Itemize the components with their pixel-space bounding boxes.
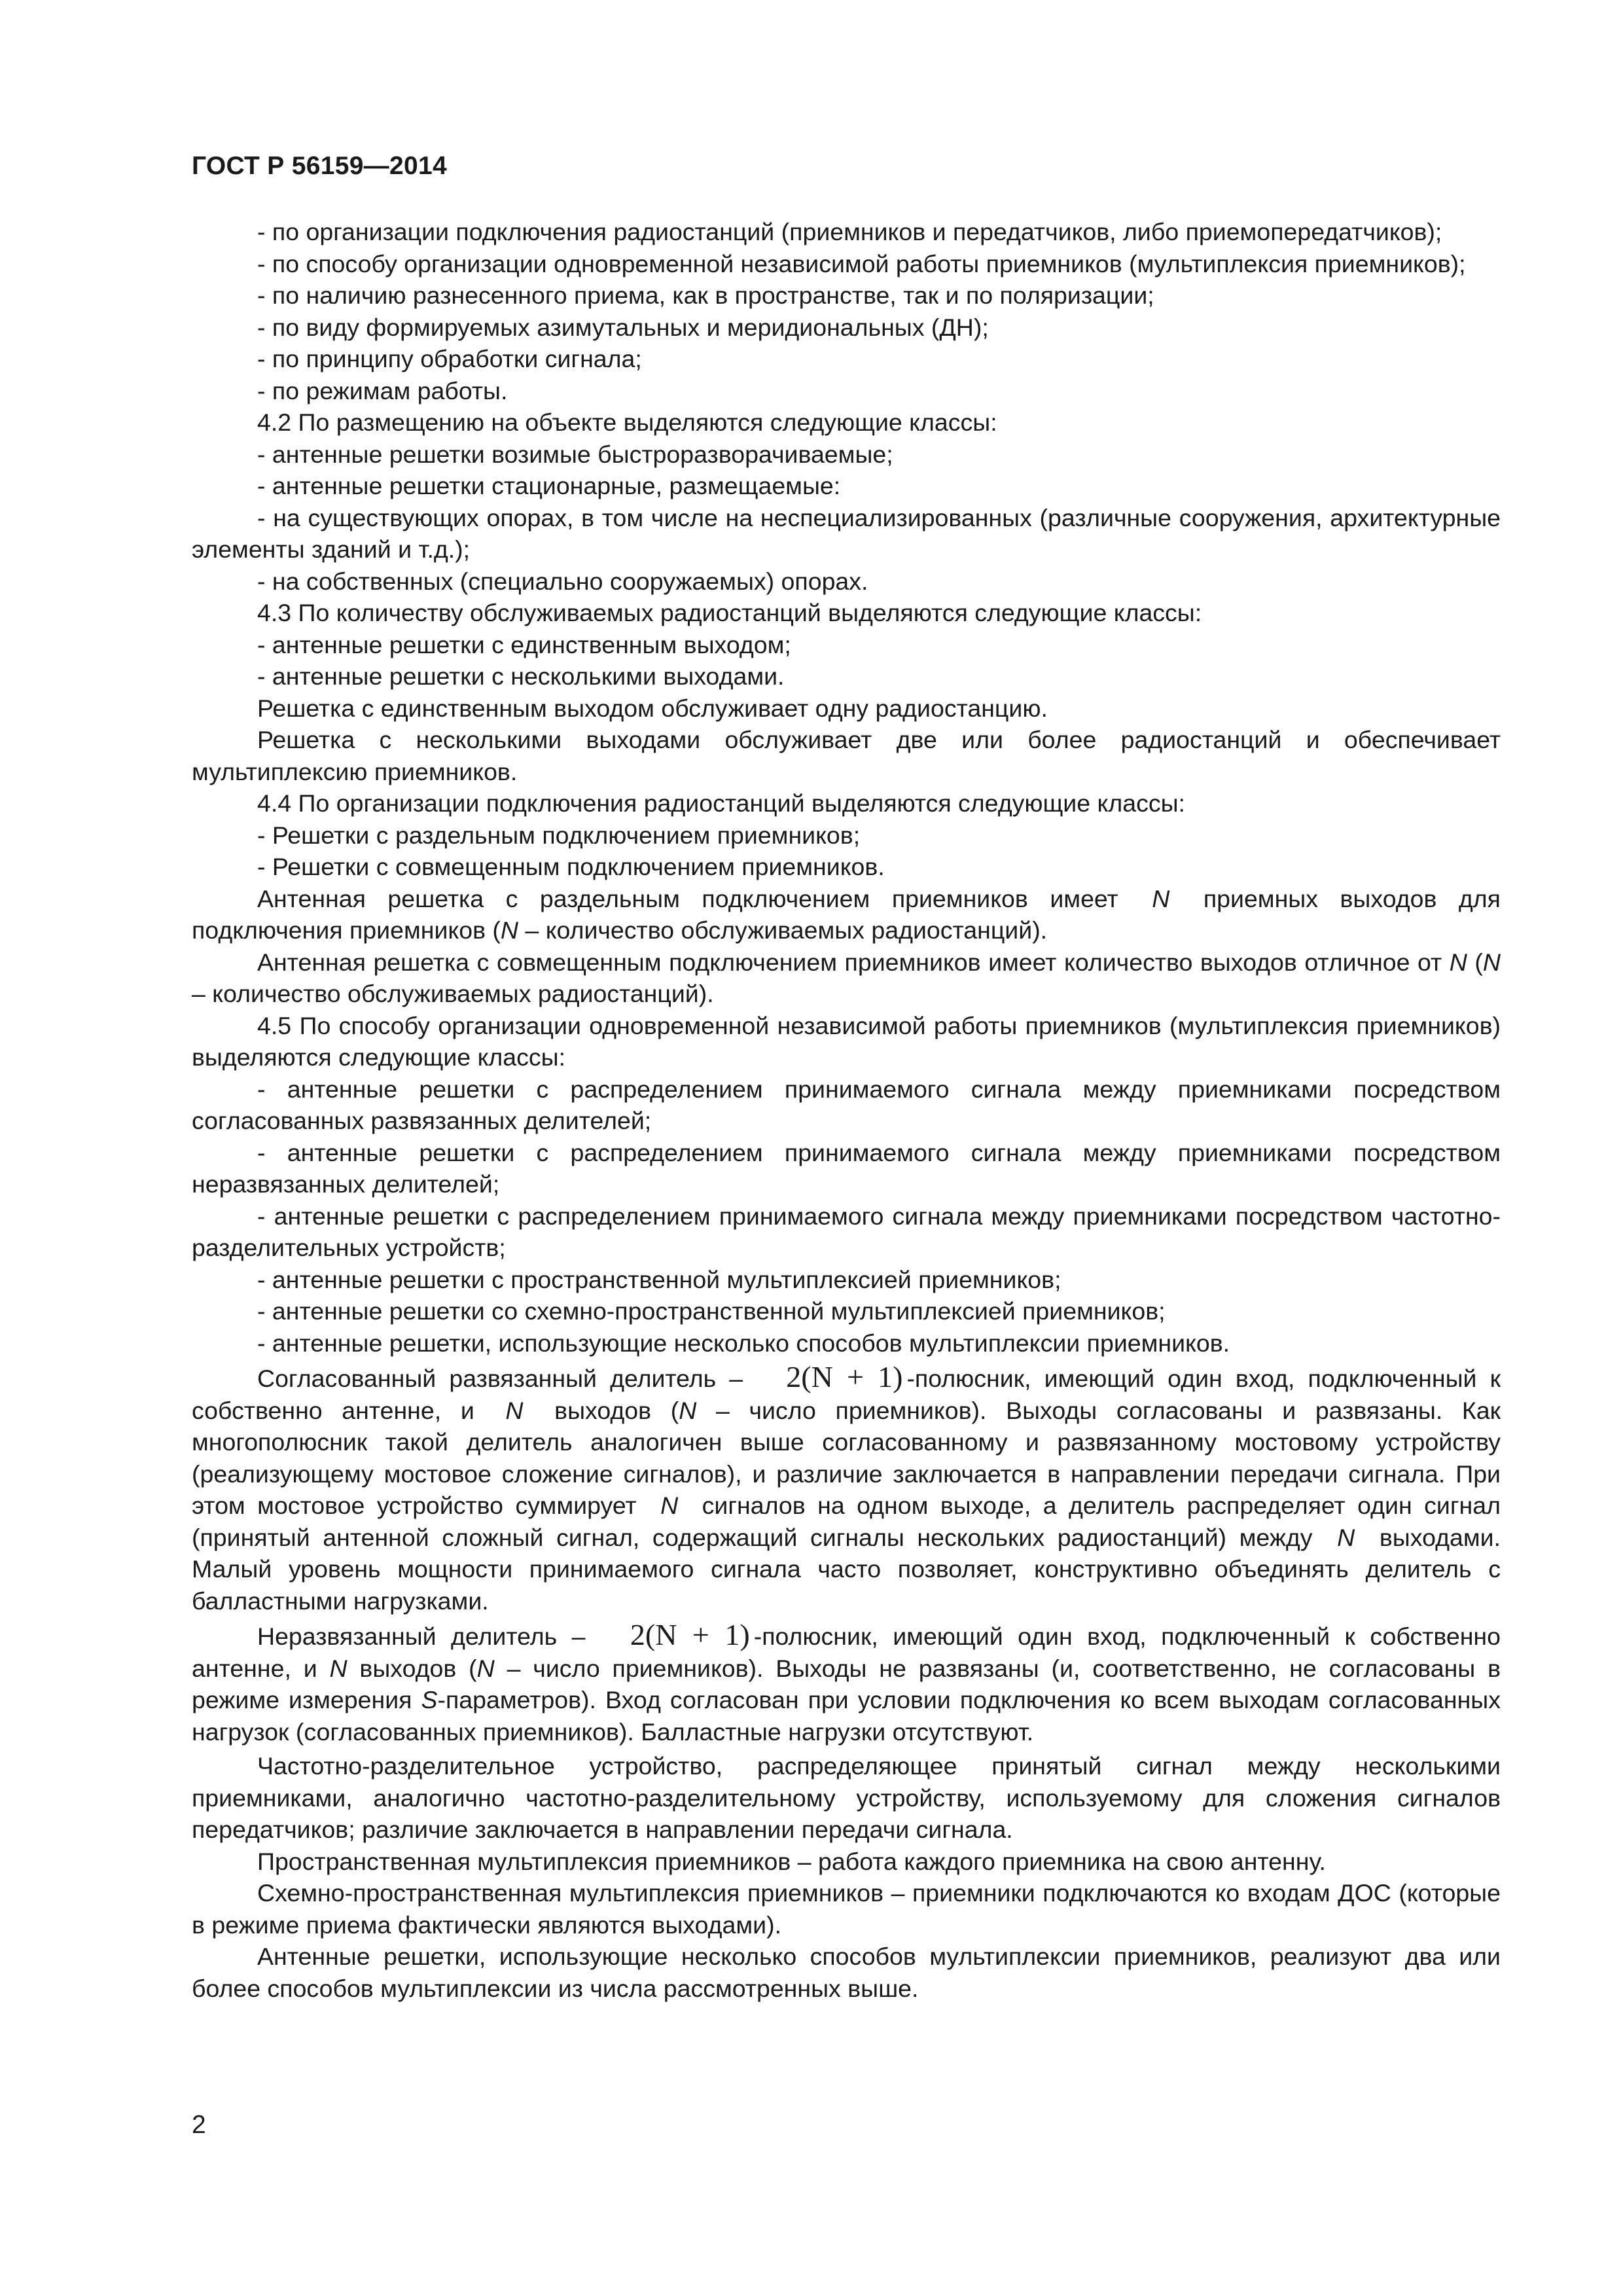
math-variable: N [505, 1396, 524, 1424]
math-variable: N [329, 1654, 348, 1682]
paragraph: Решетка с единственным выходом обслуживает одну радиостанцию. [257, 694, 1048, 722]
math-variable: N [679, 1396, 697, 1424]
text-run: Антенная решетка с совмещенным подключением приемников имеет количество выходов отличное от [257, 948, 1450, 976]
paragraph: - антенные решетки, использующие несколько способов мультиплексии приемников. [257, 1329, 1230, 1357]
paragraph: - по принципу обработки сигнала; [257, 345, 642, 372]
paragraph: - антенные решетки стационарные, размещаемые: [257, 472, 841, 499]
paragraph: - по организации подключения радиостанций (приемников и передатчиков, либо приемопередатчиков); [257, 218, 1442, 245]
text-run: – число приемников). Выходы согласованы и развязаны. Как многополюсник такой делитель аналогичен выше согласованному и развязанному мостовому устройству (реализующему мостовое сложение сигналов), и различие заключается в направлении передачи сигнала. При этом мостовое устройство суммирует [192, 1396, 1501, 1519]
paragraph: - на существующих опорах, в том числе на неспециализированных (различные сооружения, архитектурные элементы зданий и т.д.); [192, 503, 1501, 563]
formula: 2(N + 1) [630, 1618, 750, 1651]
paragraph [192, 1619, 1501, 1748]
paragraph: - антенные решетки с распределением принимаемого сигнала между приемниками посредством согласованных развязанных делителей; [192, 1075, 1501, 1134]
paragraph [192, 946, 1501, 1010]
paragraph: Антенные решетки, использующие несколько способов мультиплексии приемников, реализуют два или более способов мультиплексии из числа рассмотренных выше. [192, 1943, 1501, 2002]
paragraph: - антенные решетки с распределением принимаемого сигнала между приемниками посредством неразвязанных делителей; [192, 1138, 1501, 1198]
text-run: выходами. Малый уровень мощности принимаемого сигнала часто позволяет, конструктивно объединять делитель с балластными нагрузками. [192, 1523, 1501, 1615]
paragraph: - антенные решетки с единственным выходом; [257, 630, 791, 658]
section-heading-4-5: 4.5 По способу организации одновременной независимой работы приемников (мультиплексия приемников) выделяются следующие классы: [192, 1011, 1501, 1071]
text-run: выходов ( [347, 1654, 477, 1682]
text-run: выходов ( [535, 1396, 679, 1424]
formula: 2(N + 1) [786, 1360, 903, 1393]
paragraph: - по способу организации одновременной независимой работы приемников (мультиплексия приемников); [257, 249, 1466, 278]
page-number: 2 [192, 2111, 206, 2139]
text-run: -полюсник, имеющий один вход, подключенный к собственно антенне, и [192, 1623, 1501, 1682]
paragraph: Частотно-разделительное устройство, распределяющее принятый сигнал между несколькими приемниками, аналогично частотно-разделительному устройству, используемому для сложения сигналов передатчиков; различие заключается в направлении передачи сигнала. [192, 1752, 1501, 1843]
paragraph: - по виду формируемых азимутальных и меридиональных (ДН); [257, 313, 989, 341]
paragraph: - по наличию разнесенного приема, как в пространстве, так и по поляризации; [257, 281, 1154, 309]
text-run: -параметров). Вход согласован при условии подключения ко всем выходам согласованных нагрузок (согласованных приемников). Балластные нагрузки отсутствуют. [192, 1686, 1501, 1746]
paragraph: - на собственных (специально сооружаемых) опорах. [257, 567, 868, 595]
text-run: -полюсник, имеющий один вход, подключенный к собственно антенне, и [192, 1365, 1501, 1424]
paragraph: - по режимам работы. [257, 376, 508, 404]
text-run: – количество обслуживаемых радиостанций). [518, 916, 1048, 944]
paragraph: - антенные решетки со схемно-пространственной мультиплексией приемников; [257, 1297, 1166, 1325]
section-heading-4-2: 4.2 По размещению на объекте выделяются следующие классы: [257, 408, 997, 436]
paragraph: - Решетки с раздельным подключением приемников; [257, 821, 861, 849]
text-run: сигналов на одном выходе, а делитель распределяет один сигнал (принятый антенной сложный сигнал, содержащий сигналы нескольких радиостанций) между [192, 1492, 1501, 1551]
text-run: – число приемников). Выходы не развязаны (и, соответственно, не согласованы в режиме измерения [192, 1654, 1501, 1713]
section-heading-4-4: 4.4 По организации подключения радиостанций выделяются следующие классы: [257, 789, 1185, 817]
math-variable: N [1152, 884, 1170, 912]
document-body [192, 216, 1501, 2004]
math-variable: N [1337, 1523, 1355, 1551]
math-variable: S [421, 1686, 438, 1713]
paragraph: Решетка с несколькими выходами обслуживает две или более радиостанций и обеспечивает мультиплексию приемников. [192, 726, 1501, 785]
paragraph: - Решетки с совмещенным подключением приемников. [257, 853, 885, 880]
math-variable: N [660, 1492, 679, 1519]
paragraph: Схемно-пространственная мультиплексия приемников – приемники подключаются ко входам ДОС (которые в режиме приема фактически являются выходами). [192, 1879, 1501, 1939]
section-heading-4-3: 4.3 По количеству обслуживаемых радиостанций выделяются следующие классы: [257, 599, 1202, 626]
text-run: Антенная решетка с раздельным подключением приемников имеет [257, 884, 1141, 912]
math-variable: N [476, 1654, 495, 1682]
paragraph: - антенные решетки возимые быстроразворачиваемые; [257, 440, 893, 468]
text-run: Неразвязанный делитель – [257, 1623, 600, 1650]
paragraph: Пространственная мультиплексия приемников – работа каждого приемника на свою антенну. [257, 1847, 1326, 1875]
text-run: приемных выходов для подключения приемников ( [192, 884, 1501, 944]
text-run: ( [1467, 948, 1483, 976]
text-run: – количество обслуживаемых радиостанций). [192, 980, 714, 1007]
document-header: ГОСТ Р 56159—2014 [192, 152, 447, 180]
paragraph: - антенные решетки с пространственной мультиплексией приемников; [257, 1265, 1061, 1293]
math-variable: N [1482, 948, 1501, 976]
text-run: Согласованный развязанный делитель – [257, 1365, 757, 1392]
math-variable: N [1449, 948, 1467, 976]
paragraph: - антенные решетки с распределением принимаемого сигнала между приемниками посредством частотно-разделительных устройств; [192, 1202, 1501, 1261]
paragraph [192, 883, 1501, 946]
paragraph: - антенные решетки с несколькими выходами. [257, 662, 785, 690]
paragraph [192, 1361, 1501, 1617]
math-variable: N [500, 916, 519, 944]
